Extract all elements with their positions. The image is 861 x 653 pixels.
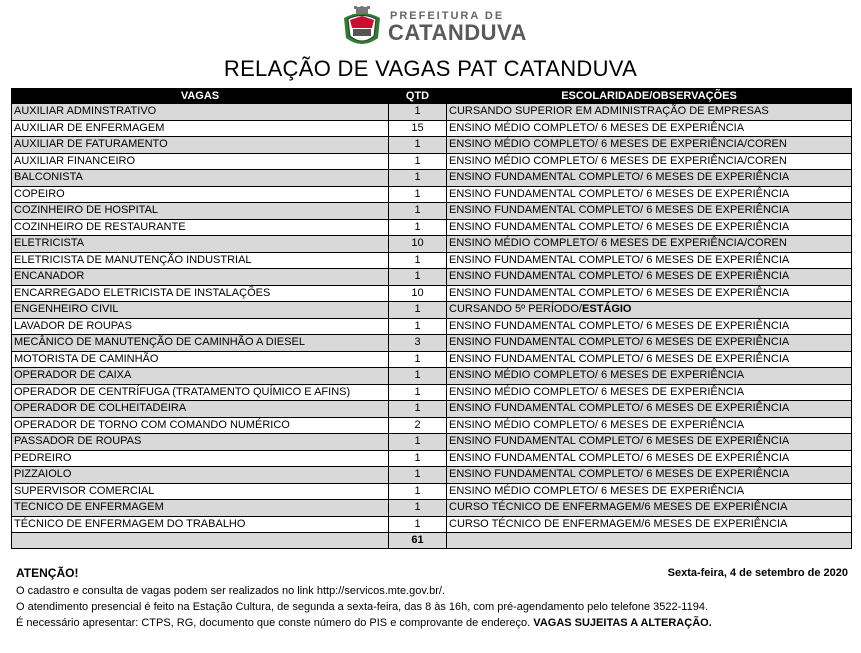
cell-qtd: 1 <box>389 401 447 418</box>
total-qtd: 61 <box>389 533 447 549</box>
cell-vaga: TECNICO DE ENFERMAGEM <box>12 500 389 517</box>
page-title: RELAÇÃO DE VAGAS PAT CATANDUVA <box>223 56 638 81</box>
cell-obs <box>447 384 852 401</box>
cell-qtd: 1 <box>389 368 447 385</box>
column-header-qtd: QTD <box>389 89 447 104</box>
cell-qtd: 15 <box>389 120 447 137</box>
table-row <box>12 302 852 319</box>
cell-qtd: 10 <box>389 236 447 253</box>
table-row <box>12 483 852 500</box>
cell-obs-text: ENSINO FUNDAMENTAL COMPLETO/ 6 MESES DE EXPERIÊNCIA <box>449 336 790 349</box>
cell-obs-text: ENSINO MÉDIO COMPLETO/ 6 MESES DE EXPERIÊNCIA <box>449 418 745 431</box>
cell-obs-text: ENSINO FUNDAMENTAL COMPLETO/ 6 MESES DE EXPERIÊNCIA <box>449 270 790 283</box>
cell-vaga: ELETRICISTA <box>12 236 389 253</box>
cell-obs <box>447 236 852 253</box>
cell-qtd: 1 <box>389 104 447 121</box>
cell-qtd: 1 <box>389 302 447 319</box>
cell-qtd: 1 <box>389 450 447 467</box>
table-header-row <box>12 89 852 104</box>
table-row <box>12 318 852 335</box>
cell-vaga: COZINHEIRO DE RESTAURANTE <box>12 219 389 236</box>
table-row <box>12 203 852 220</box>
total-obs-cell <box>447 533 852 549</box>
table-row <box>12 368 852 385</box>
cell-qtd: 1 <box>389 252 447 269</box>
cell-obs-text: ENSINO MÉDIO COMPLETO/ 6 MESES DE EXPERIÊNCIA/COREN <box>449 138 787 151</box>
cell-obs-text: ENSINO FUNDAMENTAL COMPLETO/ 6 MESES DE EXPERIÊNCIA <box>449 468 790 481</box>
cell-vaga: OPERADOR DE TORNO COM COMANDO NUMÉRICO <box>12 417 389 434</box>
cell-vaga: COPEIRO <box>12 186 389 203</box>
table-row <box>12 500 852 517</box>
cell-obs-text: ENSINO FUNDAMENTAL COMPLETO/ 6 MESES DE EXPERIÊNCIA <box>449 451 790 464</box>
table-row <box>12 401 852 418</box>
cell-obs <box>447 137 852 154</box>
cell-qtd: 1 <box>389 269 447 286</box>
cell-obs <box>447 186 852 203</box>
cell-qtd: 3 <box>389 335 447 352</box>
cell-obs <box>447 500 852 517</box>
cell-obs-text: ENSINO FUNDAMENTAL COMPLETO/ 6 MESES DE EXPERIÊNCIA <box>449 352 790 365</box>
table-row <box>12 236 852 253</box>
cell-qtd: 1 <box>389 219 447 236</box>
cell-qtd: 10 <box>389 285 447 302</box>
cell-obs-text: ENSINO MÉDIO COMPLETO/ 6 MESES DE EXPERIÊNCIA/COREN <box>449 154 787 167</box>
cell-qtd: 1 <box>389 186 447 203</box>
cell-obs-text: ENSINO FUNDAMENTAL COMPLETO/ 6 MESES DE EXPERIÊNCIA <box>449 319 790 332</box>
cell-obs-text: ENSINO MÉDIO COMPLETO/ 6 MESES DE EXPERIÊNCIA <box>449 484 745 497</box>
cell-obs-text: ENSINO FUNDAMENTAL COMPLETO/ 6 MESES DE EXPERIÊNCIA <box>449 402 790 415</box>
cell-obs-text: ENSINO FUNDAMENTAL COMPLETO/ 6 MESES DE EXPERIÊNCIA <box>449 286 790 299</box>
cell-vaga: OPERADOR DE CENTRÍFUGA (TRATAMENTO QUÍMICO E AFINS) <box>12 384 389 401</box>
cell-obs <box>447 153 852 170</box>
note-in-person: O atendimento presencial é feito na Estação Cultura, de segunda a sexta-feira, das 8 às 16h, com pré-agendamento pelo telefone 3522-1194. <box>16 601 709 613</box>
cell-obs <box>447 450 852 467</box>
cell-obs-text: ENSINO FUNDAMENTAL COMPLETO/ 6 MESES DE EXPERIÊNCIA <box>449 187 790 200</box>
cell-obs <box>447 467 852 484</box>
cell-obs-emphasis: ESTÁGIO <box>581 303 632 316</box>
cell-vaga: AUXILIAR DE FATURAMENTO <box>12 137 389 154</box>
total-row <box>12 533 852 549</box>
cell-obs <box>447 104 852 121</box>
cell-qtd: 1 <box>389 203 447 220</box>
cell-qtd: 1 <box>389 170 447 187</box>
cell-obs <box>447 302 852 319</box>
table-row <box>12 516 852 533</box>
cell-qtd: 2 <box>389 417 447 434</box>
cell-obs-text: CURSO TÉCNICO DE ENFERMAGEM/6 MESES DE EXPERIÊNCIA <box>449 501 788 514</box>
cell-qtd: 1 <box>389 384 447 401</box>
cell-qtd: 1 <box>389 516 447 533</box>
cell-qtd: 1 <box>389 318 447 335</box>
cell-vaga: ENCARREGADO ELETRICISTA DE INSTALAÇÕES <box>12 285 389 302</box>
cell-vaga: PIZZAIOLO <box>12 467 389 484</box>
note-disclaimer: VAGAS SUJEITAS A ALTERAÇÃO. <box>533 617 712 629</box>
cell-qtd: 1 <box>389 351 447 368</box>
column-header-vagas: VAGAS <box>12 89 389 104</box>
table-row <box>12 269 852 286</box>
table-row <box>12 120 852 137</box>
note-registration: O cadastro e consulta de vagas podem ser realizados no link http://servicos.mte.gov.br/. <box>16 585 446 597</box>
cell-obs <box>447 203 852 220</box>
column-header-escolaridade: ESCOLARIDADE/OBSERVAÇÕES <box>447 89 852 104</box>
table-row <box>12 186 852 203</box>
cell-obs <box>447 252 852 269</box>
cell-vaga: AUXILIAR ADMINSTRATIVO <box>12 104 389 121</box>
table-row <box>12 252 852 269</box>
cell-obs <box>447 120 852 137</box>
cell-obs <box>447 368 852 385</box>
cell-obs-text: ENSINO FUNDAMENTAL COMPLETO/ 6 MESES DE EXPERIÊNCIA <box>449 253 790 266</box>
cell-qtd: 1 <box>389 153 447 170</box>
cell-obs-text: ENSINO MÉDIO COMPLETO/ 6 MESES DE EXPERIÊNCIA <box>449 385 745 398</box>
cell-obs-text: ENSINO FUNDAMENTAL COMPLETO/ 6 MESES DE EXPERIÊNCIA <box>449 435 790 448</box>
table-row <box>12 153 852 170</box>
note-documents <box>16 617 712 629</box>
cell-vaga: OPERADOR DE COLHEITADEIRA <box>12 401 389 418</box>
cell-obs-text: ENSINO MÉDIO COMPLETO/ 6 MESES DE EXPERIÊNCIA <box>449 121 745 134</box>
cell-obs-text: ENSINO FUNDAMENTAL COMPLETO/ 6 MESES DE EXPERIÊNCIA <box>449 220 790 233</box>
table-row <box>12 104 852 121</box>
cell-vaga: AUXILIAR DE ENFERMAGEM <box>12 120 389 137</box>
table-row <box>12 384 852 401</box>
cell-obs-text: CURSANDO 5º PERÍODO/ <box>449 303 582 316</box>
cell-vaga: OPERADOR DE CAIXA <box>12 368 389 385</box>
cell-obs-text: CURSO TÉCNICO DE ENFERMAGEM/6 MESES DE EXPERIÊNCIA <box>449 517 788 530</box>
cell-qtd: 1 <box>389 137 447 154</box>
cell-obs-text: ENSINO FUNDAMENTAL COMPLETO/ 6 MESES DE EXPERIÊNCIA <box>449 204 790 217</box>
cell-vaga: PASSADOR DE ROUPAS <box>12 434 389 451</box>
cell-obs <box>447 417 852 434</box>
brand-subtitle: PREFEITURA DE <box>390 10 505 22</box>
cell-obs-text: CURSANDO SUPERIOR EM ADMINISTRAÇÃO DE EMPRESAS <box>449 105 769 118</box>
cell-vaga: TÉCNICO DE ENFERMAGEM DO TRABALHO <box>12 516 389 533</box>
table-row <box>12 137 852 154</box>
table-row <box>12 450 852 467</box>
cell-obs-text: ENSINO MÉDIO COMPLETO/ 6 MESES DE EXPERIÊNCIA/COREN <box>449 237 787 250</box>
cell-obs <box>447 434 852 451</box>
total-label-cell <box>12 533 389 549</box>
cell-vaga: COZINHEIRO DE HOSPITAL <box>12 203 389 220</box>
cell-obs <box>447 401 852 418</box>
table-row <box>12 351 852 368</box>
cell-vaga: BALCONISTA <box>12 170 389 187</box>
table-row <box>12 285 852 302</box>
cell-obs <box>447 483 852 500</box>
cell-vaga: ENGENHEIRO CIVIL <box>12 302 389 319</box>
publication-date: Sexta-feira, 4 de setembro de 2020 <box>667 567 848 579</box>
cell-qtd: 1 <box>389 467 447 484</box>
cell-obs <box>447 318 852 335</box>
cell-obs <box>447 269 852 286</box>
cell-obs <box>447 351 852 368</box>
cell-vaga: MOTORISTA DE CAMINHÃO <box>12 351 389 368</box>
cell-obs <box>447 219 852 236</box>
cell-obs <box>447 285 852 302</box>
cell-obs <box>447 335 852 352</box>
cell-vaga: ELETRICISTA DE MANUTENÇÃO INDUSTRIAL <box>12 252 389 269</box>
cell-vaga: AUXILIAR FINANCEIRO <box>12 153 389 170</box>
table-row <box>12 434 852 451</box>
table-row <box>12 335 852 352</box>
attention-heading: ATENÇÃO! <box>16 566 79 580</box>
cell-vaga: MECÂNICO DE MANUTENÇÃO DE CAMINHÃO A DIESEL <box>12 335 389 352</box>
table-row <box>12 219 852 236</box>
cell-obs-text: ENSINO MÉDIO COMPLETO/ 6 MESES DE EXPERIÊNCIA <box>449 369 745 382</box>
cell-qtd: 1 <box>389 434 447 451</box>
city-logo <box>338 4 527 52</box>
note-documents-text: É necessário apresentar: CTPS, RG, documento que conste número do PIS e comprovante de endereço. <box>16 617 531 629</box>
cell-obs <box>447 516 852 533</box>
table-row <box>12 170 852 187</box>
cell-vaga: SUPERVISOR COMERCIAL <box>12 483 389 500</box>
table-row <box>12 467 852 484</box>
cell-qtd: 1 <box>389 500 447 517</box>
cell-qtd: 1 <box>389 483 447 500</box>
cell-vaga: ENCANADOR <box>12 269 389 286</box>
coat-of-arms-icon <box>338 4 386 52</box>
table-row <box>12 417 852 434</box>
cell-obs <box>447 170 852 187</box>
cell-vaga: PEDREIRO <box>12 450 389 467</box>
vacancies-table <box>11 88 852 549</box>
brand-name: CATANDUVA <box>388 20 527 45</box>
cell-vaga: LAVADOR DE ROUPAS <box>12 318 389 335</box>
cell-obs-text: ENSINO FUNDAMENTAL COMPLETO/ 6 MESES DE EXPERIÊNCIA <box>449 171 790 184</box>
